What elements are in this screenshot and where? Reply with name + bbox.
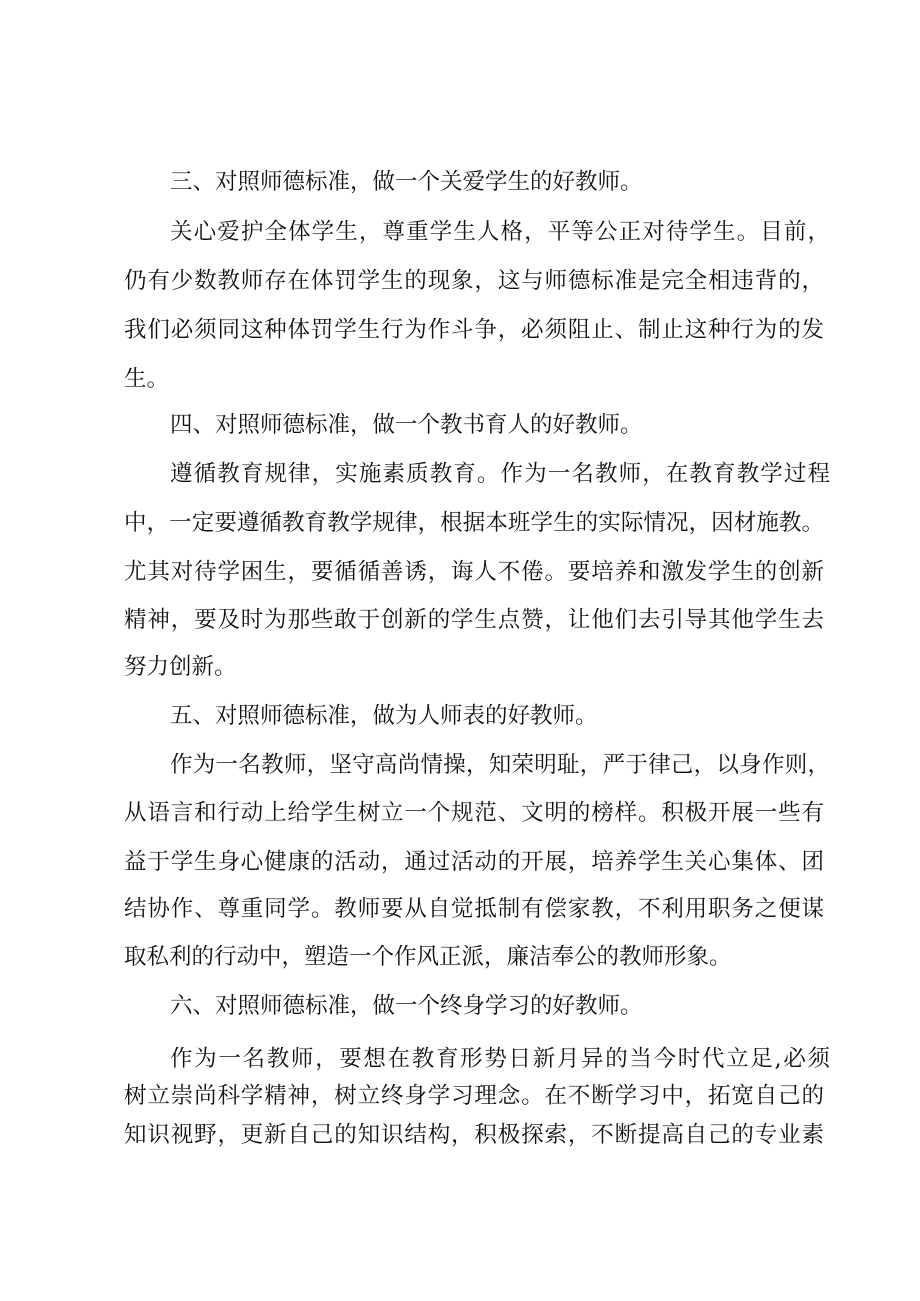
paragraph-line: 生。 [124,366,170,392]
heading-5: 五、对照师德标准，做为人师表的好教师。 [170,703,598,729]
paragraph-line: 作为一名教师，坚守高尚情操，知荣明耻，严于律己，以身作则， [170,752,830,778]
paragraph-line: 我们必须同这种体罚学生行为作斗争，必须阻止、制止这种行为的发 [124,317,824,343]
paragraph-line: 树立崇尚科学精神，树立终身学习理念。在不断学习中，拓宽自己的 [124,1083,824,1109]
paragraph-line: 努力创新。 [124,654,237,680]
paragraph-line: 中，一定要遵循教育教学规律，根据本班学生的实际情况，因材施教。 [124,510,824,536]
paragraph-line: 益于学生身心健康的活动，通过活动的开展，培养学生关心集体、团 [124,849,824,875]
paragraph-line: 精神，要及时为那些敢于创新的学生点赞，让他们去引导其他学生去 [124,607,824,633]
heading-4: 四、对照师德标准，做一个教书育人的好教师。 [170,412,643,438]
paragraph-line: 尤其对待学困生，要循循善诱，诲人不倦。要培养和激发学生的创新 [124,559,824,585]
heading-3: 三、对照师德标准，做一个关爱学生的好教师。 [170,169,643,195]
paragraph-line: 知识视野，更新自己的知识结构，积极探索，不断提高自己的专业素 [124,1122,824,1148]
paragraph-line: 遵循教育规律，实施素质教育。作为一名教师，在教育教学过程 [170,461,830,487]
heading-6: 六、对照师德标准，做一个终身学习的好教师。 [170,993,643,1019]
paragraph-line: 作为一名教师，要想在教育形势日新月异的当今时代立足,必须 [170,1046,830,1072]
paragraph-line: 关心爱护全体学生，尊重学生人格，平等公正对待学生。目前， [170,219,830,245]
paragraph-line: 从语言和行动上给学生树立一个规范、文明的榜样。积极开展一些有 [124,800,824,826]
paragraph-line: 结协作、尊重同学。教师要从自觉抵制有偿家教，不利用职务之便谋 [124,896,824,922]
paragraph-line: 仍有少数教师存在体罚学生的现象，这与师德标准是完全相违背的， [124,268,824,294]
paragraph-line: 取私利的行动中，塑造一个作风正派，廉洁奉公的教师形象。 [124,944,732,970]
